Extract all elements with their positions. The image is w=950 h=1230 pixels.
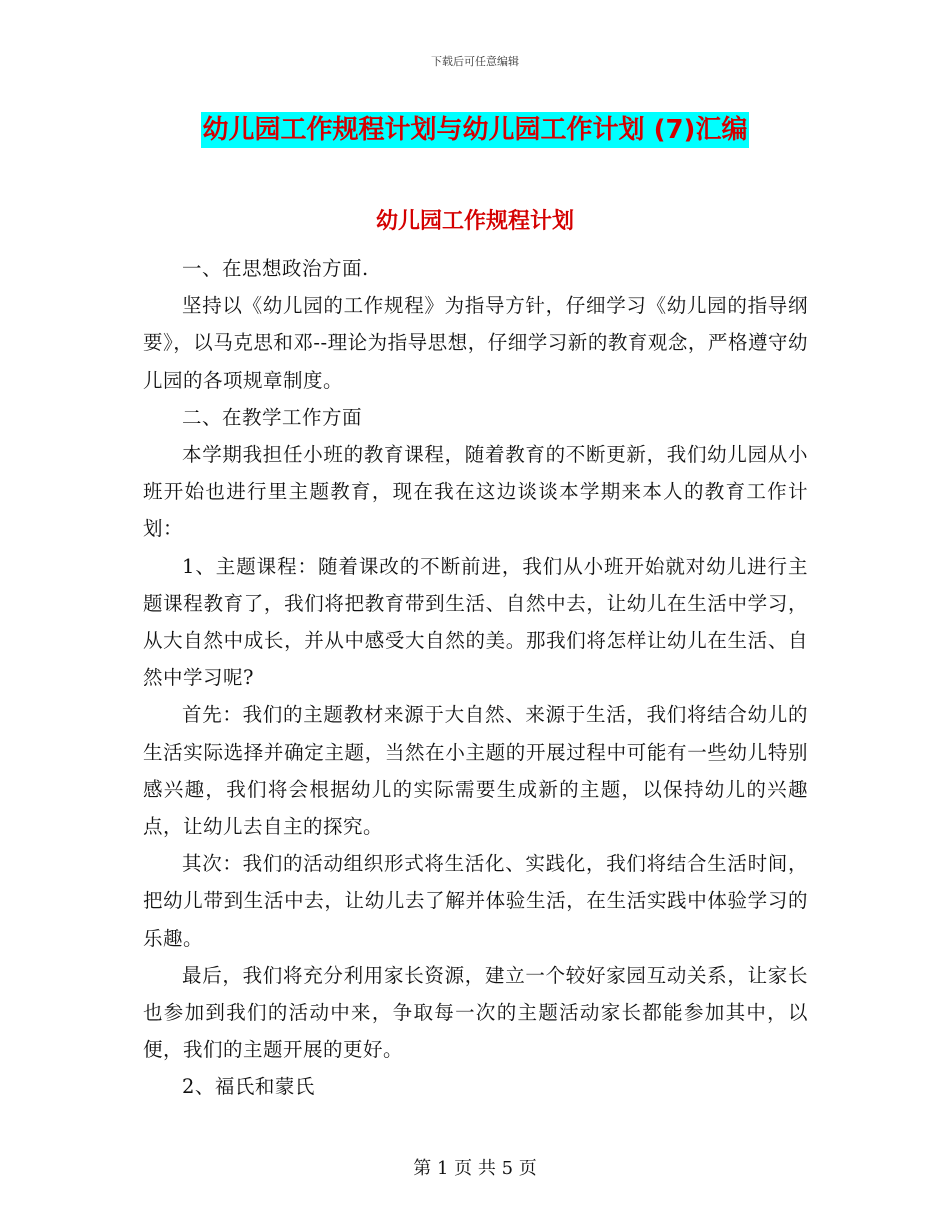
- paragraph: 一、在思想政治方面.: [182, 257, 369, 280]
- paragraph: 最后，我们将充分利用家长资源，建立一个较好家园互动关系，让家长也参加到我们的活动中来，争取每一次的主题活动家长都能参加其中，以便，我们的主题开展的更好。: [143, 963, 808, 1062]
- paragraph: 坚持以《幼儿园的工作规程》为指导方针，仔细学习《幼儿园的指导纲要》，以马克思和邓--理论为指导思想，仔细学习新的教育观念，严格遵守幼儿园的各项规章制度。: [143, 294, 808, 392]
- section-title: 幼儿园工作规程计划: [375, 209, 574, 234]
- paragraph: 本学期我担任小班的教育课程，随着教育的不断更新，我们幼儿园从小班开始也进行里主题教育，现在我在这边谈谈本学期来本人的教育工作计划：: [143, 443, 808, 541]
- main-title: 幼儿园工作规程计划与幼儿园工作计划 (7)汇编: [201, 112, 750, 148]
- header-note: 下载后可任意编辑: [431, 55, 519, 68]
- page-footer: 第 1 页 共 5 页: [413, 1158, 537, 1179]
- paragraph: 1、主题课程：随着课改的不断前进，我们从小班开始就对幼儿进行主题课程教育了，我们将把教育带到生活、自然中去，让幼儿在生活中学习，从大自然中成长，并从中感受大自然的美。那我们将怎样让幼儿在生活、自然中学习呢?: [143, 554, 808, 690]
- paragraph: 二、在教学工作方面: [182, 405, 363, 429]
- main-title-wrap: [0, 112, 950, 148]
- paragraph: 首先：我们的主题教材来源于大自然、来源于生活，我们将结合幼儿的生活实际选择并确定主题，当然在小主题的开展过程中可能有一些幼儿特别感兴趣，我们将会根据幼儿的实际需要生成新的主题，以保持幼儿的兴趣点，让幼儿去自主的探究。: [143, 703, 808, 839]
- paragraph: 2、福氏和蒙氏: [182, 1075, 315, 1099]
- paragraph: 其次：我们的活动组织形式将生活化、实践化，我们将结合生活时间，把幼儿带到生活中去，让幼儿去了解并体验生活，在生活实践中体验学习的乐趣。: [143, 852, 808, 950]
- document-body: [143, 250, 808, 1106]
